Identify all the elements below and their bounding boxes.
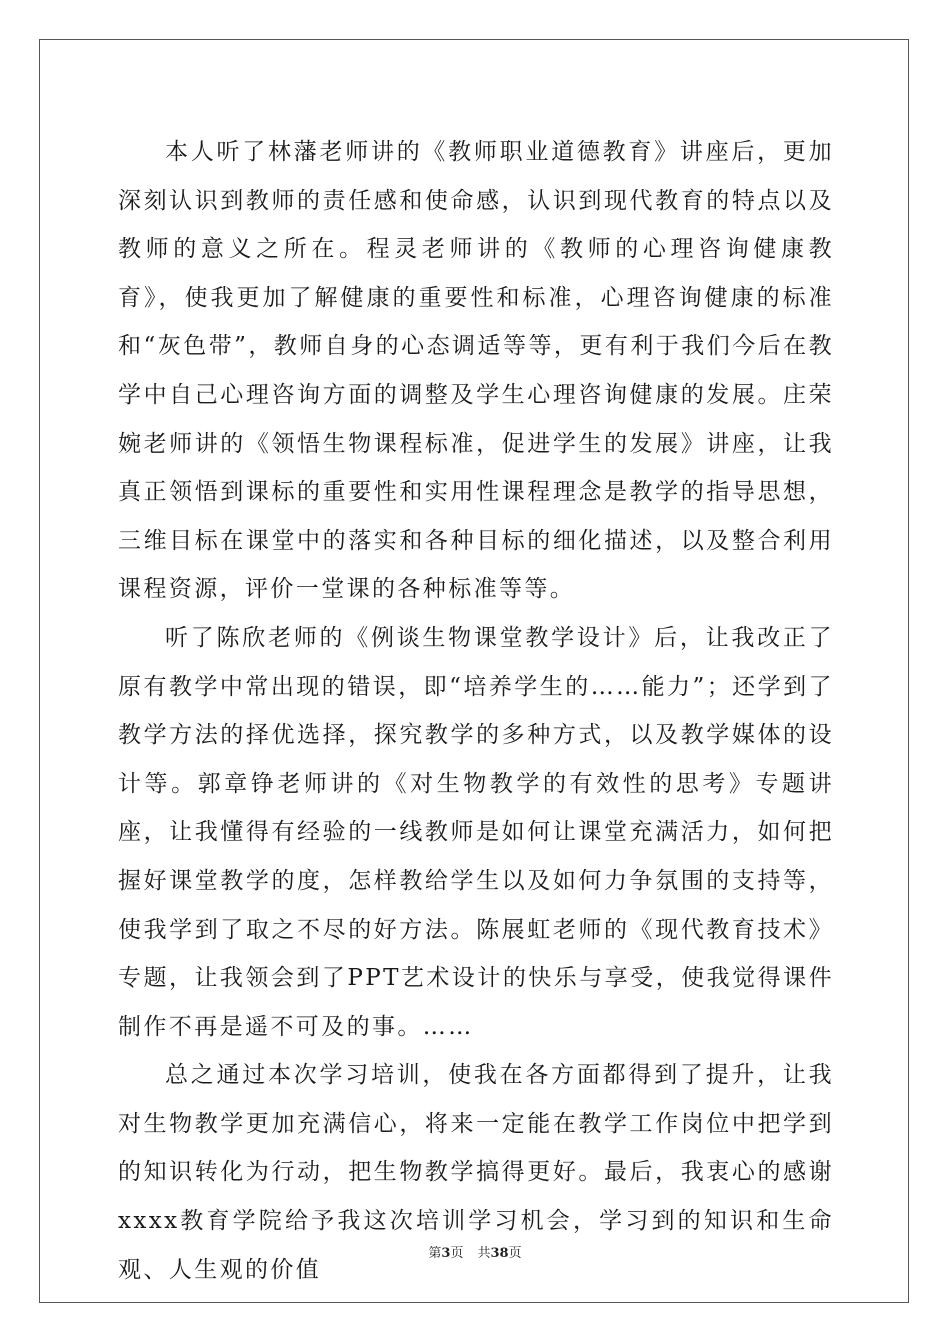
current-page-number: 3 [441,1246,451,1261]
document-body [118,128,834,1294]
page-prefix: 第 [428,1246,442,1261]
paragraph-1: 本人听了林藩老师讲的《教师职业道德教育》讲座后，更加深刻认识到教师的责任感和使命感，认识到现代教育的特点以及教师的意义之所在。程灵老师讲的《教师的心理咨询健康教育》，使我更加了解健康的重要性和标准，心理咨询健康的标准和“灰色带”，教师自身的心态调适等等，更有利于我们今后在教学中自己心理咨询方面的调整及学生心理咨询健康的发展。庄荣婉老师讲的《领悟生物课程标准，促进学生的发展》讲座，让我真正领悟到课标的重要性和实用性课程理念是教学的指导思想，三维目标在课堂中的落实和各种目标的细化描述，以及整合利用课程资源，评价一堂课的各种标准等等。 [118,139,834,603]
total-page-count: 38 [490,1246,509,1261]
paragraph-2: 听了陈欣老师的《例谈生物课堂教学设计》后，让我改正了原有教学中常出现的错误，即“培养学生的……能力”；还学到了教学方法的择优选择，探究教学的多种方式，以及教学媒体的设计等。郭章铮老师讲的《对生物教学的有效性的思考》专题讲座，让我懂得有经验的一线教师是如何让课堂充满活力，如何把握好课堂教学的度，怎样教给学生以及如何力争氛围的支持等，使我学到了取之不尽的好方法。陈展虹老师的《现代教育技术》专题，让我领会到了PPT艺术设计的快乐与享受，使我觉得课件制作不再是遥不可及的事。…… [118,624,834,1040]
total-unit: 页 [508,1246,522,1261]
paragraph-3: 总之通过本次学习培训，使我在各方面都得到了提升，让我对生物教学更加充满信心，将来一定能在教学工作岗位中把学到的知识转化为行动，把生物教学搞得更好。最后，我衷心的感谢xxxx教育学院给予我这次培训学习机会，学习到的知识和生命观、人生观的价值 [118,1062,834,1283]
page-unit: 页 [450,1246,464,1261]
page-footer [0,1244,950,1264]
total-prefix: 共 [477,1246,491,1261]
